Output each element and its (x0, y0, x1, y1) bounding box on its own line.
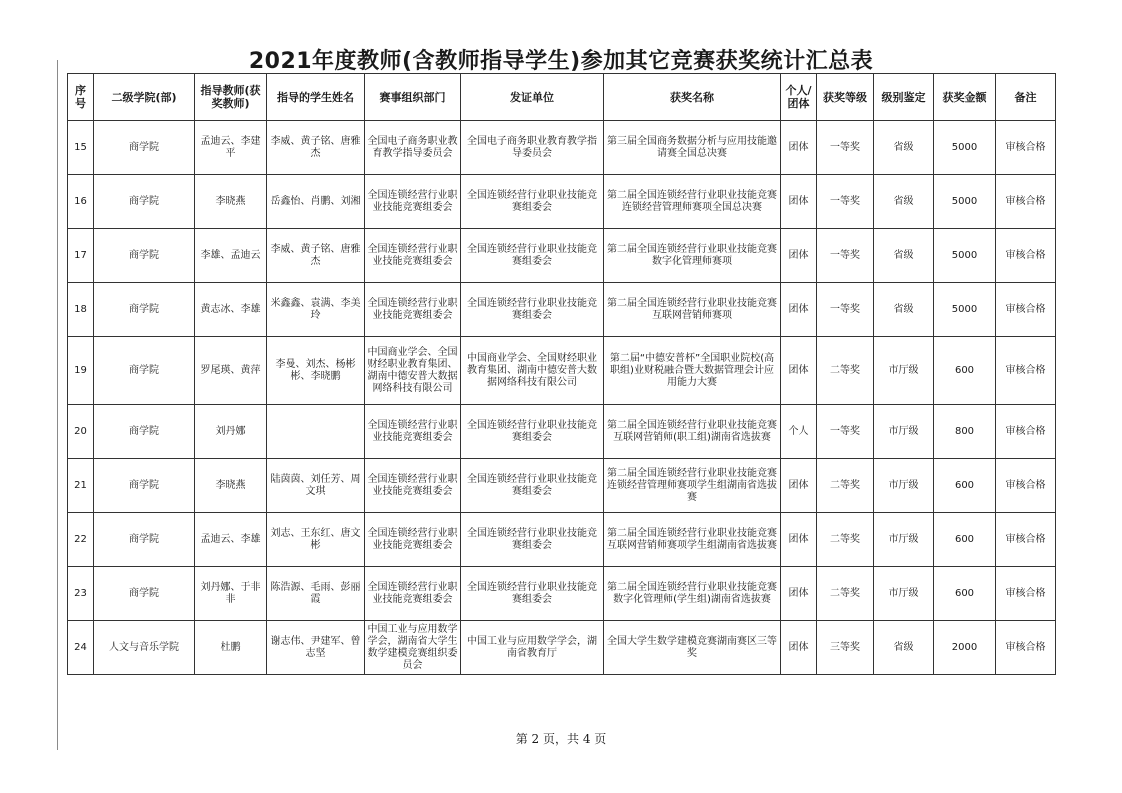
cell-award-name: 第二届全国连锁经营行业职业技能竞赛数字化管理师赛项 (604, 229, 781, 283)
header-organizer: 赛事组织部门 (365, 74, 461, 121)
cell-level: 省级 (874, 175, 934, 229)
cell-level: 市厅级 (874, 513, 934, 567)
header-level: 级别鉴定 (874, 74, 934, 121)
table-header-row (68, 74, 1056, 121)
cell-award-name: 第二届“中德安普杯”全国职业院校(高职组)业财税融合暨大数据管理会计应用能力大赛 (604, 337, 781, 405)
cell-grade: 二等奖 (817, 567, 874, 621)
cell-amount: 800 (934, 405, 996, 459)
table-row (68, 459, 1056, 513)
header-students: 指导的学生姓名 (267, 74, 365, 121)
cell-college: 商学院 (94, 513, 195, 567)
table-row (68, 229, 1056, 283)
cell-teacher: 罗尾瑛、黄萍 (195, 337, 267, 405)
cell-type: 团体 (781, 513, 817, 567)
cell-remark: 审核合格 (996, 337, 1056, 405)
cell-seq: 20 (68, 405, 94, 459)
cell-remark: 审核合格 (996, 459, 1056, 513)
cell-issuer: 全国连锁经营行业职业技能竞赛组委会 (461, 405, 604, 459)
cell-grade: 一等奖 (817, 121, 874, 175)
cell-grade: 一等奖 (817, 283, 874, 337)
table-row (68, 283, 1056, 337)
cell-seq: 22 (68, 513, 94, 567)
header-amount: 获奖金额 (934, 74, 996, 121)
header-type: 个人/团体 (781, 74, 817, 121)
cell-amount: 600 (934, 459, 996, 513)
cell-students: 米鑫鑫、袁满、李美玲 (267, 283, 365, 337)
cell-teacher: 黄志冰、李雄 (195, 283, 267, 337)
cell-teacher: 刘丹娜 (195, 405, 267, 459)
cell-college: 人文与音乐学院 (94, 621, 195, 675)
cell-seq: 19 (68, 337, 94, 405)
cell-students: 李威、黄子铭、唐雅杰 (267, 121, 365, 175)
cell-issuer: 全国连锁经营行业职业技能竞赛组委会 (461, 513, 604, 567)
page-number: 第 2 页，共 4 页 (515, 732, 607, 746)
cell-issuer: 中国商业学会、全国财经职业教育集团、湖南中德安普大数据网络科技有限公司 (461, 337, 604, 405)
cell-seq: 17 (68, 229, 94, 283)
cell-grade: 一等奖 (817, 175, 874, 229)
cell-issuer: 全国连锁经营行业职业技能竞赛组委会 (461, 175, 604, 229)
cell-college: 商学院 (94, 337, 195, 405)
cell-college: 商学院 (94, 121, 195, 175)
cell-amount: 600 (934, 337, 996, 405)
cell-teacher: 李晓燕 (195, 175, 267, 229)
cell-teacher: 孟迪云、李建平 (195, 121, 267, 175)
cell-organizer: 全国连锁经营行业职业技能竞赛组委会 (365, 405, 461, 459)
header-award-name: 获奖名称 (604, 74, 781, 121)
binding-margin-line (57, 60, 58, 750)
cell-organizer: 中国工业与应用数学学会，湖南省大学生数学建模竞赛组织委员会 (365, 621, 461, 675)
cell-remark: 审核合格 (996, 513, 1056, 567)
cell-type: 团体 (781, 283, 817, 337)
cell-grade: 二等奖 (817, 513, 874, 567)
cell-remark: 审核合格 (996, 283, 1056, 337)
cell-remark: 审核合格 (996, 621, 1056, 675)
cell-students: 陆茵茵、刘任芳、周文琪 (267, 459, 365, 513)
cell-award-name: 第二届全国连锁经营行业职业技能竞赛数字化管理师(学生组)湖南省选拔赛 (604, 567, 781, 621)
cell-organizer: 全国连锁经营行业职业技能竞赛组委会 (365, 513, 461, 567)
cell-type: 团体 (781, 459, 817, 513)
cell-type: 团体 (781, 121, 817, 175)
cell-award-name: 第二届全国连锁经营行业职业技能竞赛互联网营销师赛项 (604, 283, 781, 337)
cell-level: 省级 (874, 621, 934, 675)
cell-students: 李威、黄子铭、唐雅杰 (267, 229, 365, 283)
cell-students: 刘志、王东红、唐文彬 (267, 513, 365, 567)
cell-issuer: 全国电子商务职业教育教学指导委员会 (461, 121, 604, 175)
cell-college: 商学院 (94, 459, 195, 513)
cell-organizer: 中国商业学会、全国财经职业教育集团、湖南中德安普大数据网络科技有限公司 (365, 337, 461, 405)
table-row (68, 337, 1056, 405)
cell-level: 市厅级 (874, 337, 934, 405)
cell-award-name: 第二届全国连锁经营行业职业技能竞赛连锁经营管理师赛项全国总决赛 (604, 175, 781, 229)
cell-organizer: 全国电子商务职业教育教学指导委员会 (365, 121, 461, 175)
cell-grade: 一等奖 (817, 229, 874, 283)
header-issuer: 发证单位 (461, 74, 604, 121)
cell-amount: 5000 (934, 283, 996, 337)
cell-level: 市厅级 (874, 405, 934, 459)
cell-level: 市厅级 (874, 567, 934, 621)
cell-seq: 15 (68, 121, 94, 175)
cell-grade: 二等奖 (817, 459, 874, 513)
cell-teacher: 孟迪云、李雄 (195, 513, 267, 567)
cell-teacher: 李雄、孟迪云 (195, 229, 267, 283)
cell-teacher: 杜鹏 (195, 621, 267, 675)
header-college: 二级学院(部) (94, 74, 195, 121)
cell-organizer: 全国连锁经营行业职业技能竞赛组委会 (365, 283, 461, 337)
cell-students: 陈浩源、毛雨、彭丽霞 (267, 567, 365, 621)
cell-students (267, 405, 365, 459)
cell-amount: 600 (934, 567, 996, 621)
award-summary-table (67, 73, 1056, 675)
cell-issuer: 中国工业与应用数学学会，湖南省教育厅 (461, 621, 604, 675)
cell-college: 商学院 (94, 175, 195, 229)
cell-seq: 16 (68, 175, 94, 229)
cell-award-name: 第二届全国连锁经营行业职业技能竞赛互联网营销师(职工组)湖南省选拔赛 (604, 405, 781, 459)
cell-teacher: 刘丹娜、于非非 (195, 567, 267, 621)
cell-remark: 审核合格 (996, 567, 1056, 621)
cell-award-name: 全国大学生数学建模竞赛湖南赛区三等奖 (604, 621, 781, 675)
cell-remark: 审核合格 (996, 121, 1056, 175)
cell-remark: 审核合格 (996, 175, 1056, 229)
cell-grade: 一等奖 (817, 405, 874, 459)
header-grade: 获奖等级 (817, 74, 874, 121)
cell-type: 团体 (781, 621, 817, 675)
table-row (68, 175, 1056, 229)
cell-amount: 5000 (934, 175, 996, 229)
cell-grade: 三等奖 (817, 621, 874, 675)
cell-teacher: 李晓燕 (195, 459, 267, 513)
cell-type: 个人 (781, 405, 817, 459)
cell-award-name: 第二届全国连锁经营行业职业技能竞赛互联网营销师赛项学生组湖南省选拔赛 (604, 513, 781, 567)
cell-organizer: 全国连锁经营行业职业技能竞赛组委会 (365, 175, 461, 229)
cell-college: 商学院 (94, 405, 195, 459)
table-row (68, 513, 1056, 567)
cell-organizer: 全国连锁经营行业职业技能竞赛组委会 (365, 229, 461, 283)
cell-level: 省级 (874, 121, 934, 175)
header-teacher: 指导教师(获奖教师) (195, 74, 267, 121)
table-row (68, 405, 1056, 459)
cell-issuer: 全国连锁经营行业职业技能竞赛组委会 (461, 567, 604, 621)
cell-award-name: 第三届全国商务数据分析与应用技能邀请赛全国总决赛 (604, 121, 781, 175)
cell-college: 商学院 (94, 567, 195, 621)
cell-level: 省级 (874, 229, 934, 283)
cell-issuer: 全国连锁经营行业职业技能竞赛组委会 (461, 283, 604, 337)
cell-issuer: 全国连锁经营行业职业技能竞赛组委会 (461, 229, 604, 283)
cell-award-name: 第二届全国连锁经营行业职业技能竞赛连锁经营管理师赛项学生组湖南省选拔赛 (604, 459, 781, 513)
header-seq: 序号 (68, 74, 94, 121)
cell-amount: 5000 (934, 121, 996, 175)
header-remark: 备注 (996, 74, 1056, 121)
document-title: 2021年度教师(含教师指导学生)参加其它竞赛获奖统计汇总表 (248, 49, 874, 74)
cell-type: 团体 (781, 567, 817, 621)
cell-level: 市厅级 (874, 459, 934, 513)
cell-grade: 二等奖 (817, 337, 874, 405)
cell-organizer: 全国连锁经营行业职业技能竞赛组委会 (365, 567, 461, 621)
cell-remark: 审核合格 (996, 229, 1056, 283)
cell-type: 团体 (781, 337, 817, 405)
cell-amount: 600 (934, 513, 996, 567)
table-row (68, 567, 1056, 621)
table-row (68, 621, 1056, 675)
cell-seq: 24 (68, 621, 94, 675)
cell-amount: 2000 (934, 621, 996, 675)
cell-seq: 21 (68, 459, 94, 513)
cell-seq: 23 (68, 567, 94, 621)
cell-issuer: 全国连锁经营行业职业技能竞赛组委会 (461, 459, 604, 513)
cell-type: 团体 (781, 175, 817, 229)
cell-type: 团体 (781, 229, 817, 283)
cell-students: 谢志伟、尹建军、曾志坚 (267, 621, 365, 675)
cell-remark: 审核合格 (996, 405, 1056, 459)
cell-seq: 18 (68, 283, 94, 337)
cell-organizer: 全国连锁经营行业职业技能竞赛组委会 (365, 459, 461, 513)
table-row (68, 121, 1056, 175)
cell-level: 省级 (874, 283, 934, 337)
cell-college: 商学院 (94, 229, 195, 283)
cell-amount: 5000 (934, 229, 996, 283)
cell-college: 商学院 (94, 283, 195, 337)
cell-students: 李曼、刘杰、杨彬彬、李晓鹏 (267, 337, 365, 405)
cell-students: 岳鑫怡、肖鹏、刘湘 (267, 175, 365, 229)
